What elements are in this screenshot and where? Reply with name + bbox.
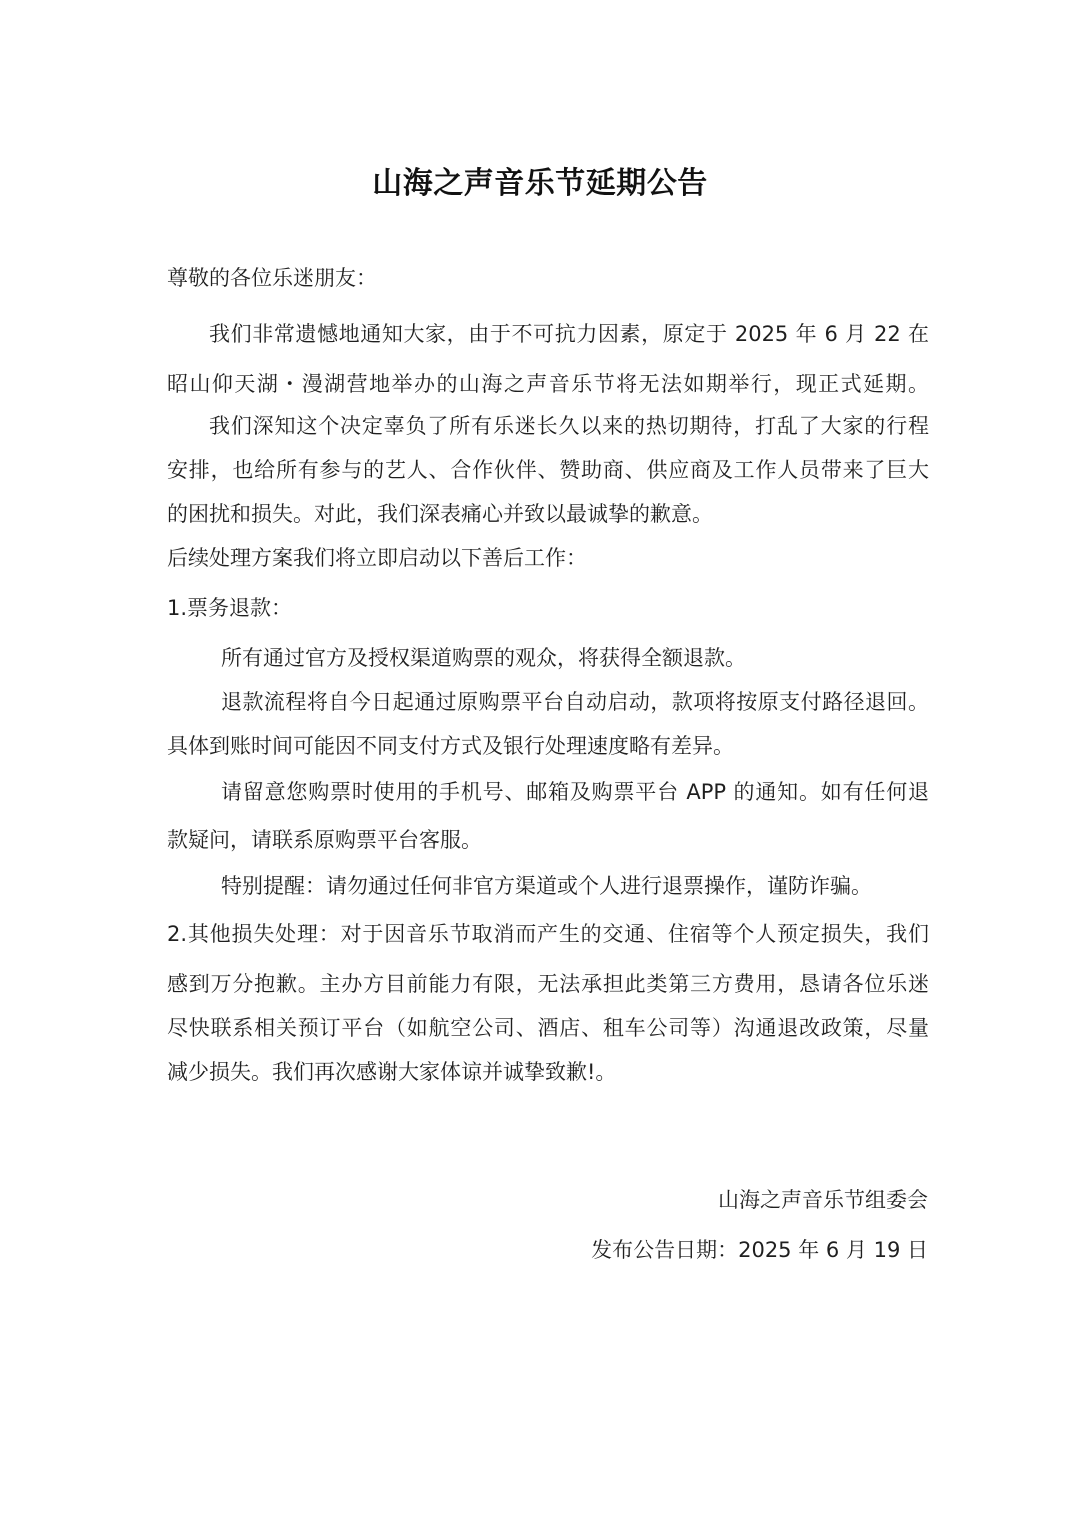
section-1-item-2-line-2: 具体到账时间可能因不同支付方式及银行处理速度略有差异。 [167,734,734,758]
section-1-heading: 1.票务退款： [167,596,293,620]
paragraph-2-line-2: 安排，也给所有参与的艺人、合作伙伴、赞助商、供应商及工作人员带来了巨大 [167,458,929,482]
section-2-line-3: 尽快联系相关预订平台（如航空公司、酒店、租车公司等）沟通退改政策，尽量 [167,1016,929,1040]
section-2-line-2: 感到万分抱歉。主办方目前能力有限，无法承担此类第三方费用，恳请各位乐迷 [167,972,929,996]
section-1-item-3-line-1: 请留意您购票时使用的手机号、邮箱及购票平台 APP 的通知。如有任何退 [221,780,929,804]
paragraph-1-line-1: 我们非常遗憾地通知大家，由于不可抗力因素，原定于 2025 年 6 月 22 在 [209,322,929,346]
page-title: 山海之声音乐节延期公告 [372,166,708,201]
section-2-line-4: 减少损失。我们再次感谢大家体谅并诚挚致歉!。 [167,1060,617,1084]
followup-intro: 后续处理方案我们将立即启动以下善后工作： [167,546,587,570]
signature-date: 发布公告日期：2025 年 6 月 19 日 [591,1238,928,1262]
section-1-item-2-line-1: 退款流程将自今日起通过原购票平台自动启动，款项将按原支付路径退回。 [221,690,929,714]
paragraph-1-line-2: 昭山仰天湖・漫湖营地举办的山海之声音乐节将无法如期举行，现正式延期。 [167,372,929,396]
section-1-item-1: 所有通过官方及授权渠道购票的观众，将获得全额退款。 [221,646,746,670]
section-1-item-4: 特别提醒：请勿通过任何非官方渠道或个人进行退票操作，谨防诈骗。 [221,874,872,898]
paragraph-2-line-1: 我们深知这个决定辜负了所有乐迷长久以来的热切期待，打乱了大家的行程 [209,414,929,438]
section-2-line-1: 2.其他损失处理：对于因音乐节取消而产生的交通、住宿等个人预定损失，我们 [167,922,929,946]
paragraph-2-line-3: 的困扰和损失。对此，我们深表痛心并致以最诚挚的歉意。 [167,502,713,526]
section-1-item-3-line-2: 款疑问，请联系原购票平台客服。 [167,828,482,852]
signature-organization: 山海之声音乐节组委会 [718,1188,928,1212]
greeting: 尊敬的各位乐迷朋友： [167,266,377,290]
